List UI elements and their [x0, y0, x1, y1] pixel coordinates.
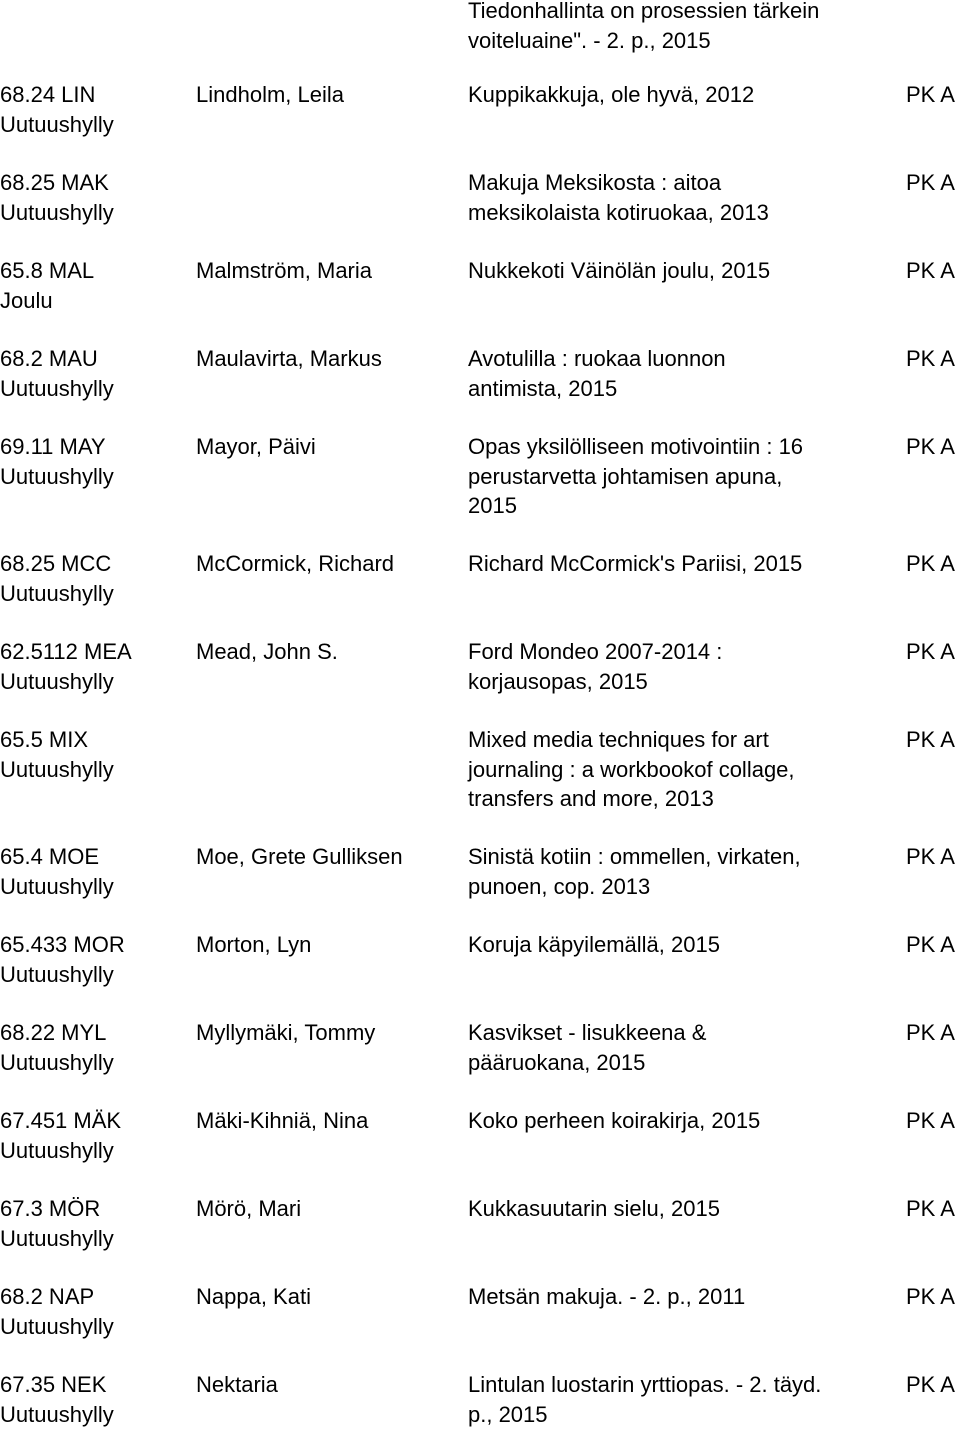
- classmark-cell: [0, 1106, 180, 1165]
- classmark-cell: [0, 344, 180, 403]
- shelf-label: Uutuushylly: [0, 755, 180, 785]
- location: PK A: [906, 1194, 960, 1224]
- classmark: 62.5112 MEA: [0, 637, 180, 667]
- title-cell: [468, 1282, 868, 1312]
- title-line: Koruja käpyilemällä, 2015: [468, 930, 868, 960]
- title-line: Ford Mondeo 2007-2014 :: [468, 637, 868, 667]
- classmark-cell: [0, 1370, 180, 1429]
- classmark: 68.2 MAU: [0, 344, 180, 374]
- classmark-cell: [0, 168, 180, 227]
- location: PK A: [906, 930, 960, 960]
- location: PK A: [906, 344, 960, 374]
- title-line: pääruokana, 2015: [468, 1048, 868, 1078]
- title-line: Opas yksilölliseen motivointiin : 16: [468, 432, 868, 462]
- title-line: transfers and more, 2013: [468, 784, 868, 814]
- shelf-label: Uutuushylly: [0, 462, 180, 492]
- classmark: 65.8 MAL: [0, 256, 180, 286]
- title-cell: [468, 930, 868, 960]
- classmark-cell: [0, 725, 180, 784]
- classmark-cell: [0, 256, 180, 315]
- classmark-cell: [0, 1018, 180, 1077]
- location: PK A: [906, 725, 960, 755]
- title-cell: [468, 344, 868, 403]
- location: PK A: [906, 1282, 960, 1312]
- classmark-cell: [0, 930, 180, 989]
- shelf-label: Uutuushylly: [0, 110, 180, 140]
- shelf-label: Uutuushylly: [0, 579, 180, 609]
- title-line: Makuja Meksikosta : aitoa: [468, 168, 868, 198]
- shelf-label: Joulu: [0, 286, 180, 316]
- classmark: 68.22 MYL: [0, 1018, 180, 1048]
- author: Nappa, Kati: [196, 1282, 458, 1312]
- author: Mäki-Kihniä, Nina: [196, 1106, 458, 1136]
- title-line: journaling : a workbookof collage,: [468, 755, 868, 785]
- title-line: perustarvetta johtamisen apuna,: [468, 462, 868, 492]
- shelf-label: Uutuushylly: [0, 374, 180, 404]
- title-cell: [468, 637, 868, 696]
- title-line: Metsän makuja. - 2. p., 2011: [468, 1282, 868, 1312]
- title-line: punoen, cop. 2013: [468, 872, 868, 902]
- classmark: 67.3 MÖR: [0, 1194, 180, 1224]
- classmark-cell: [0, 80, 180, 139]
- title-cell: [468, 80, 868, 110]
- title-line: Nukkekoti Väinölän joulu, 2015: [468, 256, 868, 286]
- location: PK A: [906, 1106, 960, 1136]
- continued-title: [468, 0, 888, 55]
- author: Malmström, Maria: [196, 256, 458, 286]
- classmark: 68.24 LIN: [0, 80, 180, 110]
- title-cell: [468, 256, 868, 286]
- classmark-cell: [0, 432, 180, 491]
- location: PK A: [906, 256, 960, 286]
- classmark: 65.5 MIX: [0, 725, 180, 755]
- title-line: Avotulilla : ruokaa luonnon: [468, 344, 868, 374]
- title-line: Kukkasuutarin sielu, 2015: [468, 1194, 868, 1224]
- classmark: 68.25 MCC: [0, 549, 180, 579]
- classmark: 67.35 NEK: [0, 1370, 180, 1400]
- location: PK A: [906, 1018, 960, 1048]
- location: PK A: [906, 549, 960, 579]
- classmark: 67.451 MÄK: [0, 1106, 180, 1136]
- author: Mörö, Mari: [196, 1194, 458, 1224]
- title-cell: [468, 549, 868, 579]
- title-line: meksikolaista kotiruokaa, 2013: [468, 198, 868, 228]
- title-cell: [468, 1106, 868, 1136]
- title-cell: [468, 1018, 868, 1077]
- title-line: p., 2015: [468, 1400, 868, 1429]
- shelf-label: Uutuushylly: [0, 872, 180, 902]
- title-line: Kuppikakkuja, ole hyvä, 2012: [468, 80, 868, 110]
- continued-title-line: Tiedonhallinta on prosessien tärkein: [468, 0, 888, 26]
- classmark-cell: [0, 549, 180, 608]
- title-line: korjausopas, 2015: [468, 667, 868, 697]
- title-line: Koko perheen koirakirja, 2015: [468, 1106, 868, 1136]
- title-cell: [468, 842, 868, 901]
- author: Myllymäki, Tommy: [196, 1018, 458, 1048]
- title-line: Lintulan luostarin yrttiopas. - 2. täyd.: [468, 1370, 868, 1400]
- title-line: 2015: [468, 491, 868, 521]
- author: Lindholm, Leila: [196, 80, 458, 110]
- classmark: 68.25 MAK: [0, 168, 180, 198]
- title-cell: [468, 168, 868, 227]
- location: PK A: [906, 637, 960, 667]
- title-cell: [468, 725, 868, 814]
- classmark-cell: [0, 637, 180, 696]
- shelf-label: Uutuushylly: [0, 960, 180, 990]
- author: Mayor, Päivi: [196, 432, 458, 462]
- title-line: Mixed media techniques for art: [468, 725, 868, 755]
- classmark: 68.2 NAP: [0, 1282, 180, 1312]
- title-line: Kasvikset - lisukkeena &: [468, 1018, 868, 1048]
- classmark: 69.11 MAY: [0, 432, 180, 462]
- author: Maulavirta, Markus: [196, 344, 458, 374]
- classmark-cell: [0, 842, 180, 901]
- shelf-label: Uutuushylly: [0, 1400, 180, 1429]
- shelf-label: Uutuushylly: [0, 667, 180, 697]
- location: PK A: [906, 80, 960, 110]
- author: Moe, Grete Gulliksen: [196, 842, 458, 872]
- location: PK A: [906, 432, 960, 462]
- shelf-label: Uutuushylly: [0, 1224, 180, 1254]
- classmark: 65.4 MOE: [0, 842, 180, 872]
- shelf-label: Uutuushylly: [0, 1312, 180, 1342]
- title-cell: [468, 1194, 868, 1224]
- location: PK A: [906, 1370, 960, 1400]
- author: Morton, Lyn: [196, 930, 458, 960]
- title-line: Richard McCormick's Pariisi, 2015: [468, 549, 868, 579]
- title-cell: [468, 432, 868, 521]
- author: Nektaria: [196, 1370, 458, 1400]
- title-line: Sinistä kotiin : ommellen, virkaten,: [468, 842, 868, 872]
- location: PK A: [906, 168, 960, 198]
- title-line: antimista, 2015: [468, 374, 868, 404]
- author: Mead, John S.: [196, 637, 458, 667]
- classmark: 65.433 MOR: [0, 930, 180, 960]
- shelf-label: Uutuushylly: [0, 1136, 180, 1166]
- author: McCormick, Richard: [196, 549, 458, 579]
- continued-title-line: voiteluaine". - 2. p., 2015: [468, 26, 888, 56]
- classmark-cell: [0, 1282, 180, 1341]
- location: PK A: [906, 842, 960, 872]
- classmark-cell: [0, 1194, 180, 1253]
- shelf-label: Uutuushylly: [0, 198, 180, 228]
- shelf-label: Uutuushylly: [0, 1048, 180, 1078]
- title-cell: [468, 1370, 868, 1429]
